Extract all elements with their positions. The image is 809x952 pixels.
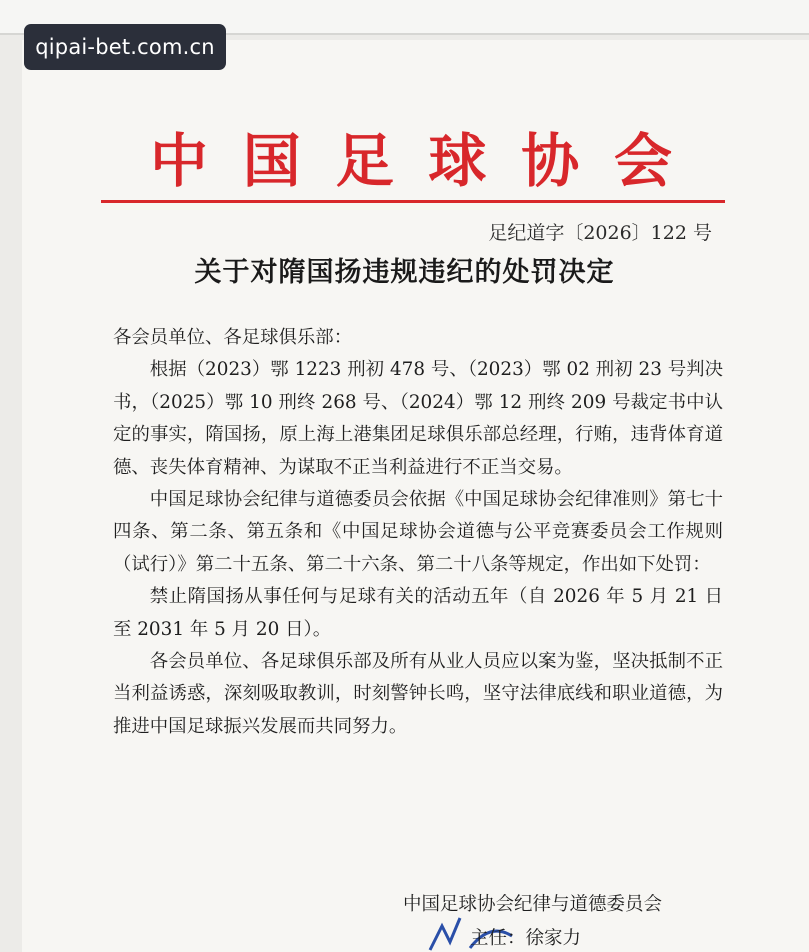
salutation: 各会员单位、各足球俱乐部： bbox=[113, 327, 353, 348]
letterhead-char: 协 bbox=[521, 127, 580, 195]
letterhead-char: 国 bbox=[242, 127, 301, 195]
document-body bbox=[113, 322, 723, 743]
document-title: 关于对隋国扬违规违纪的处罚决定 bbox=[194, 257, 615, 288]
paragraph: 各会员单位、各足球俱乐部及所有从业人员应以案为鉴，坚决抵制不正当利益诱惑，深刻吸取教训，时刻警钟长鸣，坚守法律底线和职业道德，为推进中国足球振兴发展而共同努力。 bbox=[113, 651, 723, 737]
letterhead-char: 中 bbox=[150, 127, 209, 195]
letterhead-title bbox=[100, 116, 720, 196]
letterhead-char: 足 bbox=[335, 127, 394, 195]
watermark-badge: qipai-bet.com.cn bbox=[24, 24, 226, 70]
paragraph: 中国足球协会纪律与道德委员会依据《中国足球协会纪律准则》第七十四条、第二条、第五条和《中国足球协会道德与公平竞赛委员会工作规则（试行）》第二十五条、第二十六条、第二十八条等规定，作出如下处罚： bbox=[113, 489, 723, 575]
letterhead-rule bbox=[101, 200, 725, 203]
paragraph: 禁止隋国扬从事任何与足球有关的活动五年（自 2026 年 5 月 21 日至 2031 年 5 月 20 日）。 bbox=[113, 586, 723, 640]
paragraph: 根据（2023）鄂 1223 刑初 478 号、（2023）鄂 02 刑初 23 号判决书，（2025）鄂 10 刑终 268 号、（2024）鄂 12 刑终 209 号裁定书中认定的事实，隋国扬，原上海上港集团足球俱乐部总经理，行贿，违背体育道德、丧失体育精神、为谋取不正当利益进行不正当交易。 bbox=[113, 359, 723, 478]
letterhead-char: 球 bbox=[428, 127, 487, 195]
document-number: 足纪道字〔2026〕122 号 bbox=[488, 222, 712, 244]
director-line: 主任：徐家力 bbox=[470, 928, 582, 949]
issuer-name: 中国足球协会纪律与道德委员会 bbox=[403, 894, 663, 915]
letterhead-char: 会 bbox=[613, 127, 672, 195]
